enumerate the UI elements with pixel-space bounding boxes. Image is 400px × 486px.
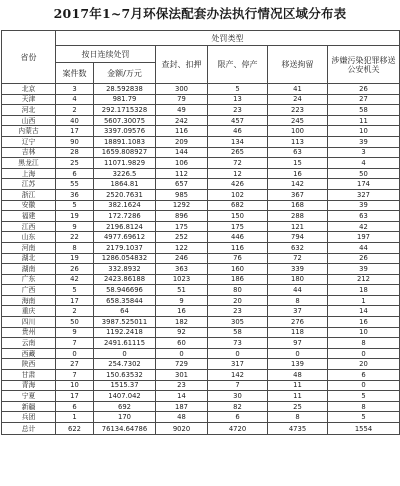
case-count-cell: 4 xyxy=(56,94,94,105)
header-penalty-type: 处罚类型 xyxy=(56,31,400,46)
seal-cell: 896 xyxy=(156,211,208,222)
limit-stop-cell: 116 xyxy=(208,242,268,253)
case-count-cell: 42 xyxy=(56,274,94,285)
crime-transfer-cell: 39 xyxy=(328,200,400,211)
seal-cell: 48 xyxy=(156,412,208,423)
province-cell: 四川 xyxy=(2,317,56,328)
case-count-cell: 0 xyxy=(56,348,94,359)
penalty-distribution-table xyxy=(1,30,400,435)
seal-cell: 0 xyxy=(156,348,208,359)
transfer-detain-cell: 16 xyxy=(268,168,328,179)
transfer-detain-cell: 15 xyxy=(268,158,328,169)
table-row xyxy=(2,401,400,412)
province-cell: 湖南 xyxy=(2,264,56,275)
crime-transfer-cell: 63 xyxy=(328,211,400,222)
seal-cell: 182 xyxy=(156,317,208,328)
amount-cell: 1407.042 xyxy=(94,391,156,402)
header-transfer-detain: 移送拘留 xyxy=(268,46,328,84)
limit-stop-cell: 457 xyxy=(208,115,268,126)
amount-cell: 18891.1083 xyxy=(94,136,156,147)
limit-stop-cell: 305 xyxy=(208,317,268,328)
table-row xyxy=(2,306,400,317)
transfer-detain-cell: 223 xyxy=(268,105,328,116)
header-province: 省份 xyxy=(2,31,56,84)
crime-transfer-cell: 39 xyxy=(328,136,400,147)
province-cell: 海南 xyxy=(2,295,56,306)
province-cell: 湖北 xyxy=(2,253,56,264)
province-cell: 江西 xyxy=(2,221,56,232)
amount-cell: 150.63532 xyxy=(94,370,156,381)
crime-transfer-cell: 58 xyxy=(328,105,400,116)
seal-cell: 242 xyxy=(156,115,208,126)
amount-cell: 4977.69612 xyxy=(94,232,156,243)
amount-cell: 1659.808927 xyxy=(94,147,156,158)
seal-cell: 246 xyxy=(156,253,208,264)
limit-stop-cell: 20 xyxy=(208,295,268,306)
limit-stop-cell: 13 xyxy=(208,94,268,105)
crime-transfer-cell: 3 xyxy=(328,147,400,158)
header-limit-stop: 限产、停产 xyxy=(208,46,268,84)
amount-cell: 1286.054832 xyxy=(94,253,156,264)
crime-transfer-cell: 4 xyxy=(328,158,400,169)
seal-cell: 363 xyxy=(156,264,208,275)
province-cell: 黑龙江 xyxy=(2,158,56,169)
case-count-cell: 6 xyxy=(56,168,94,179)
seal-cell: 1023 xyxy=(156,274,208,285)
seal-cell: 144 xyxy=(156,147,208,158)
seal-cell: 985 xyxy=(156,189,208,200)
province-cell: 福建 xyxy=(2,211,56,222)
table-row xyxy=(2,359,400,370)
limit-stop-cell: 30 xyxy=(208,391,268,402)
case-count-cell: 2 xyxy=(56,306,94,317)
crime-transfer-cell: 26 xyxy=(328,253,400,264)
seal-cell: 729 xyxy=(156,359,208,370)
case-count-cell: 50 xyxy=(56,317,94,328)
seal-cell: 23 xyxy=(156,380,208,391)
table-row xyxy=(2,189,400,200)
crime-transfer-cell: 27 xyxy=(328,94,400,105)
case-count-cell: 9 xyxy=(56,327,94,338)
crime-transfer-cell: 1 xyxy=(328,295,400,306)
province-cell: 内蒙古 xyxy=(2,126,56,137)
crime-transfer-cell: 1554 xyxy=(328,423,400,435)
table-row xyxy=(2,338,400,349)
limit-stop-cell: 142 xyxy=(208,370,268,381)
seal-cell: 175 xyxy=(156,221,208,232)
limit-stop-cell: 265 xyxy=(208,147,268,158)
limit-stop-cell: 73 xyxy=(208,338,268,349)
transfer-detain-cell: 288 xyxy=(268,211,328,222)
province-cell: 山东 xyxy=(2,232,56,243)
transfer-detain-cell: 180 xyxy=(268,274,328,285)
crime-transfer-cell: 5 xyxy=(328,412,400,423)
limit-stop-cell: 682 xyxy=(208,200,268,211)
limit-stop-cell: 4720 xyxy=(208,423,268,435)
transfer-detain-cell: 794 xyxy=(268,232,328,243)
province-cell: 安徽 xyxy=(2,200,56,211)
table-row xyxy=(2,168,400,179)
seal-cell: 301 xyxy=(156,370,208,381)
table-row xyxy=(2,211,400,222)
amount-cell: 2179.1037 xyxy=(94,242,156,253)
province-cell: 贵州 xyxy=(2,327,56,338)
seal-cell: 252 xyxy=(156,232,208,243)
table-row xyxy=(2,115,400,126)
limit-stop-cell: 6 xyxy=(208,412,268,423)
amount-cell: 382.1624 xyxy=(94,200,156,211)
amount-cell: 2196.8124 xyxy=(94,221,156,232)
province-cell: 重庆 xyxy=(2,306,56,317)
amount-cell: 3397.09576 xyxy=(94,126,156,137)
province-cell: 山西 xyxy=(2,115,56,126)
case-count-cell: 25 xyxy=(56,158,94,169)
limit-stop-cell: 23 xyxy=(208,306,268,317)
province-cell: 广东 xyxy=(2,274,56,285)
limit-stop-cell: 426 xyxy=(208,179,268,190)
table-row xyxy=(2,370,400,381)
amount-cell: 1864.81 xyxy=(94,179,156,190)
case-count-cell: 19 xyxy=(56,253,94,264)
amount-cell: 1515.37 xyxy=(94,380,156,391)
limit-stop-cell: 150 xyxy=(208,211,268,222)
transfer-detain-cell: 367 xyxy=(268,189,328,200)
amount-cell: 0 xyxy=(94,348,156,359)
province-cell: 辽宁 xyxy=(2,136,56,147)
seal-cell: 657 xyxy=(156,179,208,190)
transfer-detain-cell: 632 xyxy=(268,242,328,253)
table-row xyxy=(2,136,400,147)
province-cell: 陕西 xyxy=(2,359,56,370)
transfer-detain-cell: 118 xyxy=(268,327,328,338)
case-count-cell: 622 xyxy=(56,423,94,435)
case-count-cell: 10 xyxy=(56,380,94,391)
table-row xyxy=(2,391,400,402)
limit-stop-cell: 134 xyxy=(208,136,268,147)
case-count-cell: 27 xyxy=(56,359,94,370)
seal-cell: 16 xyxy=(156,306,208,317)
seal-cell: 49 xyxy=(156,105,208,116)
case-count-cell: 17 xyxy=(56,295,94,306)
seal-cell: 112 xyxy=(156,168,208,179)
limit-stop-cell: 0 xyxy=(208,348,268,359)
province-cell: 兵团 xyxy=(2,412,56,423)
seal-cell: 9020 xyxy=(156,423,208,435)
crime-transfer-cell: 18 xyxy=(328,285,400,296)
amount-cell: 58.946696 xyxy=(94,285,156,296)
province-cell: 宁夏 xyxy=(2,391,56,402)
amount-cell: 3987.525011 xyxy=(94,317,156,328)
case-count-cell: 40 xyxy=(56,115,94,126)
amount-cell: 11071.9829 xyxy=(94,158,156,169)
table-row xyxy=(2,200,400,211)
amount-cell: 172.7286 xyxy=(94,211,156,222)
limit-stop-cell: 46 xyxy=(208,126,268,137)
case-count-cell: 22 xyxy=(56,232,94,243)
amount-cell: 170 xyxy=(94,412,156,423)
seal-cell: 92 xyxy=(156,327,208,338)
amount-cell: 981.79 xyxy=(94,94,156,105)
limit-stop-cell: 76 xyxy=(208,253,268,264)
case-count-cell: 5 xyxy=(56,285,94,296)
limit-stop-cell: 317 xyxy=(208,359,268,370)
crime-transfer-cell: 6 xyxy=(328,370,400,381)
case-count-cell: 17 xyxy=(56,391,94,402)
province-cell: 天津 xyxy=(2,94,56,105)
crime-transfer-cell: 16 xyxy=(328,317,400,328)
transfer-detain-cell: 8 xyxy=(268,295,328,306)
table-row xyxy=(2,348,400,359)
seal-cell: 51 xyxy=(156,285,208,296)
province-cell: 河北 xyxy=(2,105,56,116)
crime-transfer-cell: 14 xyxy=(328,306,400,317)
province-cell: 西藏 xyxy=(2,348,56,359)
amount-cell: 2423.86188 xyxy=(94,274,156,285)
limit-stop-cell: 12 xyxy=(208,168,268,179)
transfer-detain-cell: 168 xyxy=(268,200,328,211)
crime-transfer-cell: 20 xyxy=(328,359,400,370)
limit-stop-cell: 7 xyxy=(208,380,268,391)
transfer-detain-cell: 11 xyxy=(268,391,328,402)
amount-cell: 2491.61115 xyxy=(94,338,156,349)
table-row xyxy=(2,317,400,328)
table-row xyxy=(2,105,400,116)
transfer-detain-cell: 142 xyxy=(268,179,328,190)
province-cell: 总计 xyxy=(2,423,56,435)
amount-cell: 254.7302 xyxy=(94,359,156,370)
crime-transfer-cell: 42 xyxy=(328,221,400,232)
transfer-detain-cell: 72 xyxy=(268,253,328,264)
header-seal: 查封、扣押 xyxy=(156,46,208,84)
table-row xyxy=(2,232,400,243)
case-count-cell: 28 xyxy=(56,147,94,158)
table-row xyxy=(2,221,400,232)
province-cell: 上海 xyxy=(2,168,56,179)
case-count-cell: 8 xyxy=(56,242,94,253)
crime-transfer-cell: 10 xyxy=(328,126,400,137)
case-count-cell: 90 xyxy=(56,136,94,147)
seal-cell: 300 xyxy=(156,84,208,95)
seal-cell: 79 xyxy=(156,94,208,105)
seal-cell: 122 xyxy=(156,242,208,253)
transfer-detain-cell: 245 xyxy=(268,115,328,126)
table-row xyxy=(2,253,400,264)
case-count-cell: 17 xyxy=(56,126,94,137)
case-count-cell: 2 xyxy=(56,105,94,116)
crime-transfer-cell: 212 xyxy=(328,274,400,285)
transfer-detain-cell: 139 xyxy=(268,359,328,370)
transfer-detain-cell: 339 xyxy=(268,264,328,275)
amount-cell: 292.1715328 xyxy=(94,105,156,116)
province-cell: 吉林 xyxy=(2,147,56,158)
transfer-detain-cell: 4735 xyxy=(268,423,328,435)
total-row xyxy=(2,423,400,435)
transfer-detain-cell: 24 xyxy=(268,94,328,105)
seal-cell: 187 xyxy=(156,401,208,412)
amount-cell: 28.592838 xyxy=(94,84,156,95)
limit-stop-cell: 102 xyxy=(208,189,268,200)
case-count-cell: 7 xyxy=(56,370,94,381)
amount-cell: 3226.5 xyxy=(94,168,156,179)
transfer-detain-cell: 0 xyxy=(268,348,328,359)
amount-cell: 5607.30075 xyxy=(94,115,156,126)
case-count-cell: 36 xyxy=(56,189,94,200)
case-count-cell: 55 xyxy=(56,179,94,190)
table-row xyxy=(2,242,400,253)
limit-stop-cell: 5 xyxy=(208,84,268,95)
table-row xyxy=(2,274,400,285)
limit-stop-cell: 160 xyxy=(208,264,268,275)
limit-stop-cell: 175 xyxy=(208,221,268,232)
seal-cell: 1292 xyxy=(156,200,208,211)
crime-transfer-cell: 10 xyxy=(328,327,400,338)
limit-stop-cell: 82 xyxy=(208,401,268,412)
case-count-cell: 7 xyxy=(56,338,94,349)
amount-cell: 76134.64786 xyxy=(94,423,156,435)
crime-transfer-cell: 8 xyxy=(328,401,400,412)
crime-transfer-cell: 11 xyxy=(328,115,400,126)
limit-stop-cell: 72 xyxy=(208,158,268,169)
province-cell: 青海 xyxy=(2,380,56,391)
table-row xyxy=(2,179,400,190)
table-row xyxy=(2,327,400,338)
amount-cell: 692 xyxy=(94,401,156,412)
crime-transfer-cell: 327 xyxy=(328,189,400,200)
province-cell: 甘肃 xyxy=(2,370,56,381)
limit-stop-cell: 23 xyxy=(208,105,268,116)
case-count-cell: 9 xyxy=(56,221,94,232)
header-amount: 金额/万元 xyxy=(94,63,156,84)
province-cell: 江苏 xyxy=(2,179,56,190)
transfer-detain-cell: 97 xyxy=(268,338,328,349)
crime-transfer-cell: 8 xyxy=(328,338,400,349)
transfer-detain-cell: 121 xyxy=(268,221,328,232)
amount-cell: 1192.2418 xyxy=(94,327,156,338)
header-case-count: 案件数 xyxy=(56,63,94,84)
crime-transfer-cell: 39 xyxy=(328,264,400,275)
province-cell: 广西 xyxy=(2,285,56,296)
table-row xyxy=(2,147,400,158)
header-daily-penalty: 按日连续处罚 xyxy=(56,46,156,63)
transfer-detain-cell: 41 xyxy=(268,84,328,95)
case-count-cell: 19 xyxy=(56,211,94,222)
seal-cell: 9 xyxy=(156,295,208,306)
crime-transfer-cell: 197 xyxy=(328,232,400,243)
table-row xyxy=(2,380,400,391)
transfer-detain-cell: 8 xyxy=(268,412,328,423)
limit-stop-cell: 446 xyxy=(208,232,268,243)
limit-stop-cell: 186 xyxy=(208,274,268,285)
case-count-cell: 26 xyxy=(56,264,94,275)
transfer-detain-cell: 44 xyxy=(268,285,328,296)
table-row xyxy=(2,158,400,169)
province-cell: 新疆 xyxy=(2,401,56,412)
case-count-cell: 6 xyxy=(56,401,94,412)
table-row xyxy=(2,285,400,296)
province-cell: 北京 xyxy=(2,84,56,95)
table-row xyxy=(2,126,400,137)
seal-cell: 14 xyxy=(156,391,208,402)
amount-cell: 658.35844 xyxy=(94,295,156,306)
amount-cell: 332.8932 xyxy=(94,264,156,275)
crime-transfer-cell: 174 xyxy=(328,179,400,190)
transfer-detain-cell: 25 xyxy=(268,401,328,412)
seal-cell: 60 xyxy=(156,338,208,349)
province-cell: 浙江 xyxy=(2,189,56,200)
transfer-detain-cell: 276 xyxy=(268,317,328,328)
crime-transfer-cell: 0 xyxy=(328,348,400,359)
province-cell: 云南 xyxy=(2,338,56,349)
seal-cell: 209 xyxy=(156,136,208,147)
table-row xyxy=(2,94,400,105)
transfer-detain-cell: 48 xyxy=(268,370,328,381)
case-count-cell: 3 xyxy=(56,84,94,95)
crime-transfer-cell: 0 xyxy=(328,380,400,391)
case-count-cell: 1 xyxy=(56,412,94,423)
amount-cell: 2520.7631 xyxy=(94,189,156,200)
seal-cell: 116 xyxy=(156,126,208,137)
table-row xyxy=(2,84,400,95)
header-crime-transfer: 涉嫌污染犯罪移送公安机关 xyxy=(328,46,400,84)
table-body xyxy=(2,84,400,435)
crime-transfer-cell: 44 xyxy=(328,242,400,253)
amount-cell: 64 xyxy=(94,306,156,317)
limit-stop-cell: 80 xyxy=(208,285,268,296)
transfer-detain-cell: 11 xyxy=(268,380,328,391)
table-row xyxy=(2,264,400,275)
limit-stop-cell: 58 xyxy=(208,327,268,338)
table-row xyxy=(2,295,400,306)
table-title: 2017年1~7月环保法配套办法执行情况区域分布表 xyxy=(53,6,347,21)
crime-transfer-cell: 50 xyxy=(328,168,400,179)
table-row xyxy=(2,412,400,423)
seal-cell: 106 xyxy=(156,158,208,169)
transfer-detain-cell: 37 xyxy=(268,306,328,317)
transfer-detain-cell: 100 xyxy=(268,126,328,137)
transfer-detain-cell: 63 xyxy=(268,147,328,158)
transfer-detain-cell: 113 xyxy=(268,136,328,147)
case-count-cell: 5 xyxy=(56,200,94,211)
crime-transfer-cell: 5 xyxy=(328,391,400,402)
crime-transfer-cell: 26 xyxy=(328,84,400,95)
province-cell: 河南 xyxy=(2,242,56,253)
